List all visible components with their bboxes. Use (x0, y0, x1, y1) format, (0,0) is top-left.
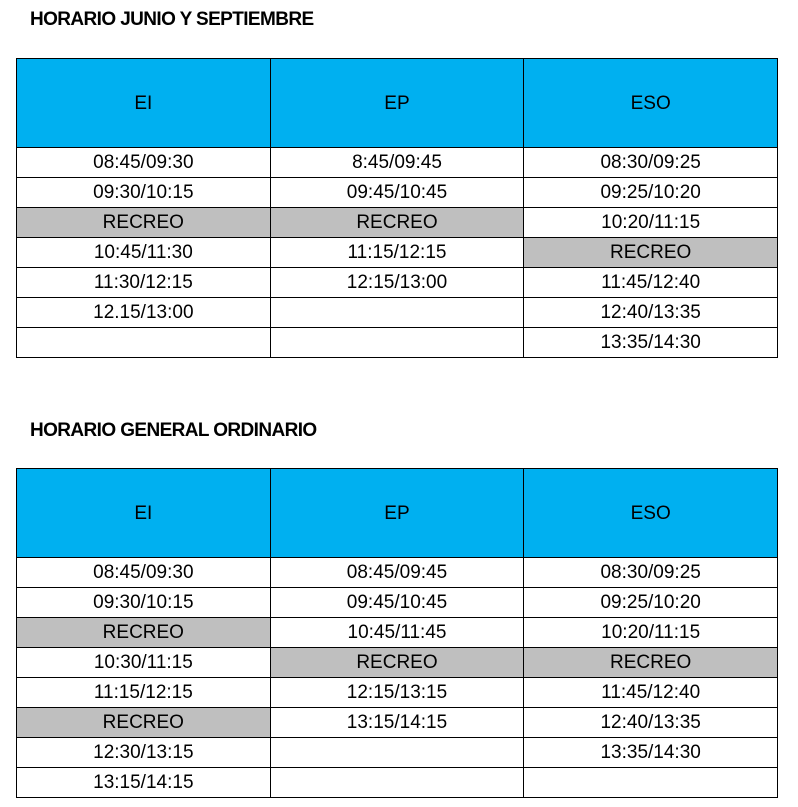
table-row (17, 268, 778, 298)
schedule-cell: 12:15/13:00 (270, 268, 524, 298)
schedule-cell: 10:20/11:15 (524, 208, 778, 238)
schedule-cell: RECREO (524, 238, 778, 268)
schedule-cell: 09:45/10:45 (270, 588, 524, 618)
column-header: ESO (524, 59, 778, 148)
table-row (17, 678, 778, 708)
header-row (17, 59, 778, 148)
schedule-cell: RECREO (524, 648, 778, 678)
table-row (17, 558, 778, 588)
table-row (17, 208, 778, 238)
table-row (17, 768, 778, 798)
schedule-cell: 09:30/10:15 (17, 178, 271, 208)
table-row (17, 708, 778, 738)
schedule-cell: 13:15/14:15 (17, 768, 271, 798)
schedule-title-general-ordinario: HORARIO GENERAL ORDINARIO (30, 420, 317, 441)
schedule-cell: 13:35/14:30 (524, 328, 778, 358)
schedule-cell: RECREO (17, 208, 271, 238)
schedule-cell: 10:20/11:15 (524, 618, 778, 648)
schedule-cell: 12:40/13:35 (524, 708, 778, 738)
column-header: EI (17, 469, 271, 558)
schedule-cell: 08:45/09:30 (17, 148, 271, 178)
schedule-table-general-ordinario (16, 468, 778, 798)
table-row (17, 588, 778, 618)
schedule-cell: 11:45/12:40 (524, 678, 778, 708)
schedule-cell: 11:45/12:40 (524, 268, 778, 298)
table-row (17, 148, 778, 178)
schedule-table-junio-septiembre (16, 58, 778, 358)
schedule-cell: RECREO (17, 708, 271, 738)
column-header: ESO (524, 469, 778, 558)
schedule-cell (270, 738, 524, 768)
schedule-cell: 08:30/09:25 (524, 148, 778, 178)
table-row (17, 178, 778, 208)
schedule-cell: 12:30/13:15 (17, 738, 271, 768)
header-row (17, 469, 778, 558)
table-row (17, 238, 778, 268)
schedule-cell (270, 298, 524, 328)
column-header: EP (270, 59, 524, 148)
schedule-cell: 09:25/10:20 (524, 178, 778, 208)
schedule-cell: 13:15/14:15 (270, 708, 524, 738)
schedule-cell: 10:45/11:45 (270, 618, 524, 648)
schedule-cell: 11:15/12:15 (17, 678, 271, 708)
table-row (17, 298, 778, 328)
schedule-cell: 12.15/13:00 (17, 298, 271, 328)
schedule-cell: 10:45/11:30 (17, 238, 271, 268)
schedule-cell: 8:45/09:45 (270, 148, 524, 178)
column-header: EP (270, 469, 524, 558)
schedule-cell (17, 328, 271, 358)
schedule-cell (524, 768, 778, 798)
schedule-cell: RECREO (17, 618, 271, 648)
schedule-cell: 12:15/13:15 (270, 678, 524, 708)
table-row (17, 618, 778, 648)
schedule-cell: RECREO (270, 648, 524, 678)
schedule-cell: 09:45/10:45 (270, 178, 524, 208)
table-row (17, 738, 778, 768)
schedule-cell: 10:30/11:15 (17, 648, 271, 678)
schedule-cell: RECREO (270, 208, 524, 238)
column-header: EI (17, 59, 271, 148)
table-row (17, 648, 778, 678)
schedule-cell (270, 768, 524, 798)
table-row (17, 328, 778, 358)
schedule-cell: 08:45/09:45 (270, 558, 524, 588)
schedule-cell: 08:45/09:30 (17, 558, 271, 588)
schedule-cell (270, 328, 524, 358)
schedule-cell: 09:30/10:15 (17, 588, 271, 618)
schedule-cell: 12:40/13:35 (524, 298, 778, 328)
schedule-cell: 11:15/12:15 (270, 238, 524, 268)
schedule-title-junio-septiembre: HORARIO JUNIO Y SEPTIEMBRE (30, 9, 314, 30)
schedule-cell: 08:30/09:25 (524, 558, 778, 588)
schedule-cell: 09:25/10:20 (524, 588, 778, 618)
schedule-cell: 13:35/14:30 (524, 738, 778, 768)
schedule-cell: 11:30/12:15 (17, 268, 271, 298)
